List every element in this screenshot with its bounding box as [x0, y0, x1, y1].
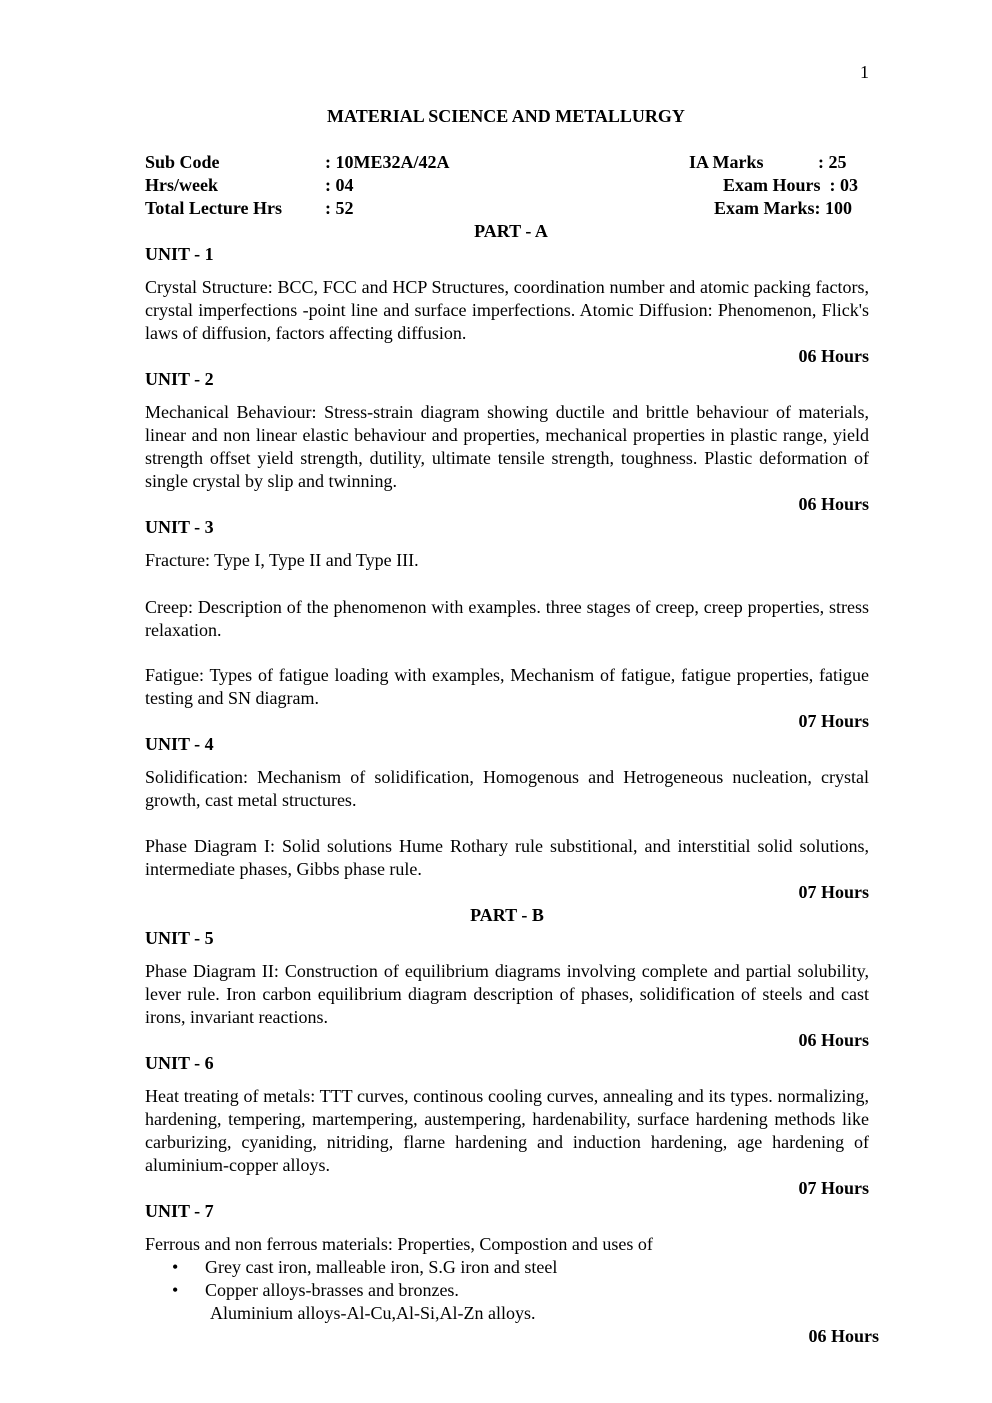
unit-6-text: Heat treating of metals: TTT curves, continous cooling curves, annealing and its types. normalizing, hardening, tempering, martempering, austempering, hardenability, surface hardening methods like carburizing, cyaniding, nitriding, flarne hardening and induction hardening, age hardening of aluminium-copper alloys.	[145, 1086, 869, 1175]
part-b-heading: PART - B	[470, 905, 544, 925]
exam-hours: Exam Hours : 03	[723, 175, 858, 195]
unit-3-title: UNIT - 3	[145, 517, 214, 537]
bullet-icon: •	[172, 1280, 179, 1300]
sub-code-value: : 10ME32A/42A	[325, 152, 450, 172]
unit-4-title: UNIT - 4	[145, 734, 214, 754]
unit-5-text: Phase Diagram II: Construction of equilibrium diagrams involving complete and partial solubility, lever rule. Iron carbon equilibrium diagram description of phases, solidification of steels and cast irons, invariant reactions.	[145, 961, 869, 1027]
unit-7-text: Ferrous and non ferrous materials: Properties, Compostion and uses of	[145, 1234, 653, 1254]
unit-7-title: UNIT - 7	[145, 1201, 214, 1221]
unit-3-fracture: Fracture: Type I, Type II and Type III.	[145, 550, 419, 570]
unit-7-extra: Aluminium alloys-Al-Cu,Al-Si,Al-Zn alloys.	[210, 1303, 536, 1323]
unit-1-title: UNIT - 1	[145, 244, 214, 264]
exam-marks: Exam Marks: 100	[714, 198, 852, 218]
unit-6-hours: 07 Hours	[798, 1178, 869, 1198]
list-item	[172, 1279, 459, 1302]
list-item	[172, 1256, 557, 1279]
ia-marks-label: IA Marks	[689, 152, 764, 172]
part-a-heading: PART - A	[474, 221, 548, 241]
unit-3-hours: 07 Hours	[798, 711, 869, 731]
hrs-week-value: : 04	[325, 175, 354, 195]
unit-4-hours: 07 Hours	[798, 882, 869, 902]
unit-4-solidification: Solidification: Mechanism of solidification, Homogenous and Hetrogeneous nucleation, crystal growth, cast metal structures.	[145, 767, 869, 810]
unit-7-hours: 06 Hours	[808, 1326, 879, 1346]
unit-5-title: UNIT - 5	[145, 928, 214, 948]
document-title: MATERIAL SCIENCE AND METALLURGY	[327, 106, 685, 126]
unit-1-text: Crystal Structure: BCC, FCC and HCP Structures, coordination number and atomic packing factors, crystal imperfections -point line and surface imperfections. Atomic Diffusion: Phenomenon, Flick's laws of diffusion, factors affecting diffusion.	[145, 277, 869, 343]
ia-marks-value: : 25	[818, 152, 847, 172]
list-item-text: Grey cast iron, malleable iron, S.G iron and steel	[205, 1257, 558, 1277]
unit-2-hours: 06 Hours	[798, 494, 869, 514]
unit-6-title: UNIT - 6	[145, 1053, 214, 1073]
hrs-week-label: Hrs/week	[145, 175, 218, 195]
unit-3-creep: Creep: Description of the phenomenon with examples. three stages of creep, creep properties, stress relaxation.	[145, 597, 869, 640]
sub-code-label: Sub Code	[145, 152, 220, 172]
total-lecture-value: : 52	[325, 198, 354, 218]
unit-4-phase-diagram: Phase Diagram I: Solid solutions Hume Rothary rule substitional, and interstitial solid solutions, intermediate phases, Gibbs phase rule.	[145, 836, 869, 879]
list-item-text: Copper alloys-brasses and bronzes.	[205, 1280, 459, 1300]
unit-1-hours: 06 Hours	[798, 346, 869, 366]
unit-2-text: Mechanical Behaviour: Stress-strain diagram showing ductile and brittle behaviour of materials, linear and non linear elastic behaviour and properties, mechanical properties in plastic range, yield strength offset yield strength, dutility, ultimate tensile strength, toughness. Plastic deformation of single crystal by slip and twinning.	[145, 402, 869, 491]
unit-5-hours: 06 Hours	[798, 1030, 869, 1050]
bullet-icon: •	[172, 1257, 179, 1277]
unit-3-fatigue: Fatigue: Types of fatigue loading with examples, Mechanism of fatigue, fatigue properties, fatigue testing and SN diagram.	[145, 665, 869, 708]
page-number: 1	[860, 62, 869, 82]
total-lecture-label: Total Lecture Hrs	[145, 198, 282, 218]
unit-2-title: UNIT - 2	[145, 369, 214, 389]
